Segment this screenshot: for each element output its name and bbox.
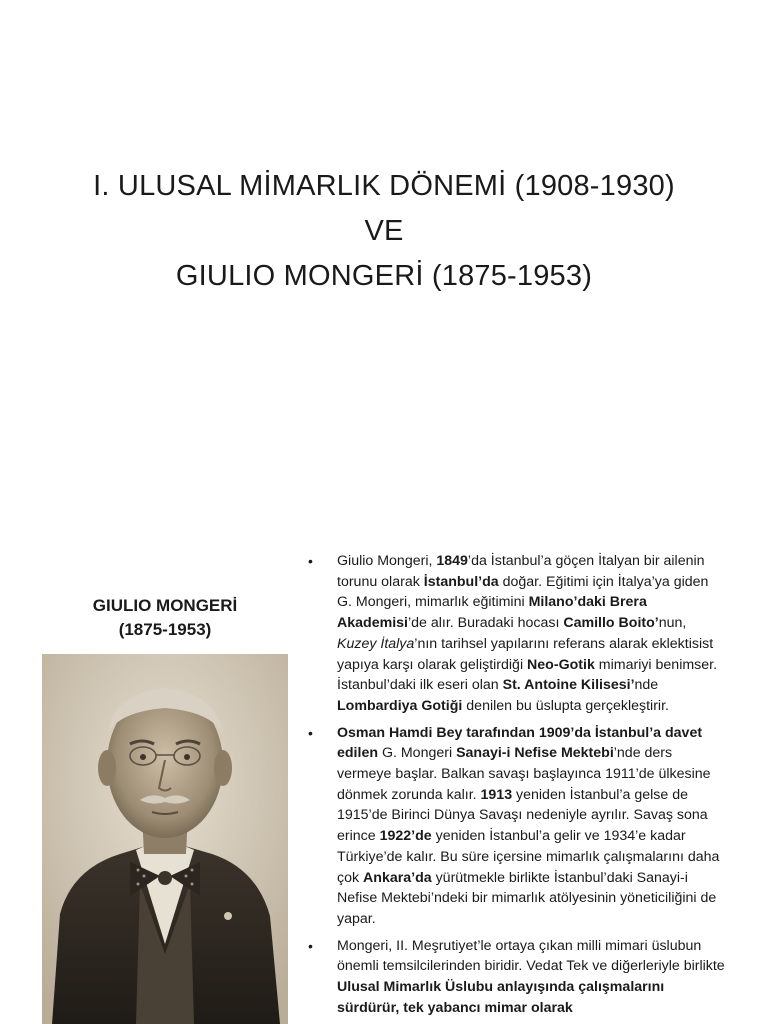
bullet-segment: Osman Hamdi Bey tarafından 1909’da İstanbul’a davet edilen bbox=[337, 724, 703, 762]
bullet-segment: ’da İstanbul’a göçen İtalyan bir ailenin torunu olarak bbox=[337, 553, 705, 590]
title-line-2: VE bbox=[364, 215, 404, 247]
bullet-marker: • bbox=[308, 937, 313, 954]
bullet-segment: denilen bu üslupta gerçekleştirir. bbox=[462, 697, 669, 714]
bullet-segment: 1913 bbox=[480, 786, 513, 803]
bullet-text bbox=[337, 551, 726, 717]
bullet-marker: • bbox=[308, 553, 313, 569]
bullet-segment: ’de alır. Buradaki hocası bbox=[407, 615, 564, 632]
bullet-segment: 1922’de bbox=[379, 828, 432, 845]
title-line-3: GIULIO MONGERİ (1875-1953) bbox=[175, 260, 593, 292]
bullet-segment: Ulusal Mimarlık Üslubu anlayışında çalışmalarını sürdürür, tek yabancı mimar olarak bbox=[337, 979, 665, 1016]
bullet-segment: Mongeri, II. Meşrutiyet’le ortaya çıkan milli mimari üslubun önemli temsilcilerinden biridir. Vedat Tek ve diğerleriyle birlikte bbox=[337, 937, 725, 975]
bullet-marker: • bbox=[308, 724, 313, 741]
bullet-item bbox=[308, 723, 726, 930]
bullet-segment: Neo-Gotik bbox=[527, 656, 595, 673]
bullet-item bbox=[308, 551, 726, 717]
portrait-caption-name: GIULIO MONGERİ bbox=[92, 596, 238, 615]
bullet-segment: Camillo Boito’ bbox=[563, 615, 659, 632]
bullet-segment: Milano’daki Brera Akademisi bbox=[337, 594, 647, 632]
bullet-segment: ’nde ders vermeye başlar. Balkan savaşı başlayınca 1911’de ülkesine dönmek zorunda kalır. bbox=[337, 745, 711, 803]
slide-title bbox=[0, 164, 768, 299]
bullet-segment: doğar. Eğitimi için İtalya’ya giden G. Mongeri, mimarlık eğitimini bbox=[337, 573, 709, 611]
bullet-text bbox=[337, 936, 726, 1019]
bullet-segment: Kuzey İtalya bbox=[337, 635, 415, 652]
bullet-segment: Giulio Mongeri, bbox=[337, 553, 437, 569]
bullet-segment: Lombardiya Gotiği bbox=[337, 697, 463, 714]
bullet-segment: ’nın tarihsel yapılarını referans alarak eklektisist yapıya karşı olarak geliştirdiği bbox=[337, 635, 714, 673]
bullet-list bbox=[308, 551, 726, 1024]
portrait-caption bbox=[42, 594, 288, 642]
title-line-1: I. ULUSAL MİMARLIK DÖNEMİ (1908-1930) bbox=[93, 170, 675, 202]
bullet-segment: yeniden İstanbul’a gelir ve 1934’e kadar Türkiye’de kalır. Bu süre içersine mimarlık çalışmalarını daha çok bbox=[337, 828, 720, 886]
bullet-segment: G. Mongeri bbox=[378, 745, 457, 762]
bullet-segment: mimariyi benimser. İstanbul’daki ilk eseri olan bbox=[337, 656, 718, 694]
bullet-segment: 1849 bbox=[436, 553, 468, 569]
bullet-item bbox=[308, 936, 726, 1019]
bullet-segment: St. Antoine Kilisesi’ bbox=[502, 677, 635, 694]
bullet-segment: İstanbul’da bbox=[423, 573, 499, 590]
portrait-caption-years: (1875-1953) bbox=[118, 620, 212, 639]
bullet-segment: yürütmekle birlikte İstanbul’daki Sanayi-i Nefise Mektebi’ndeki bir mimarlık atölyesinin yöneticiliğini de yapar. bbox=[337, 869, 717, 927]
bullet-segment: yeniden İstanbul’a gelse de 1915’de Birinci Dünya Savaşı nedeniyle ayrılır. Savaş sona erince bbox=[337, 786, 708, 845]
portrait-photo bbox=[42, 654, 288, 1024]
bullet-segment: Sanayi-i Nefise Mektebi bbox=[456, 745, 614, 762]
bullet-segment: nde bbox=[634, 677, 659, 694]
bullet-segment: nun, bbox=[658, 615, 687, 632]
bullet-segment: Ankara’da bbox=[363, 869, 432, 886]
bullet-text bbox=[337, 723, 726, 930]
